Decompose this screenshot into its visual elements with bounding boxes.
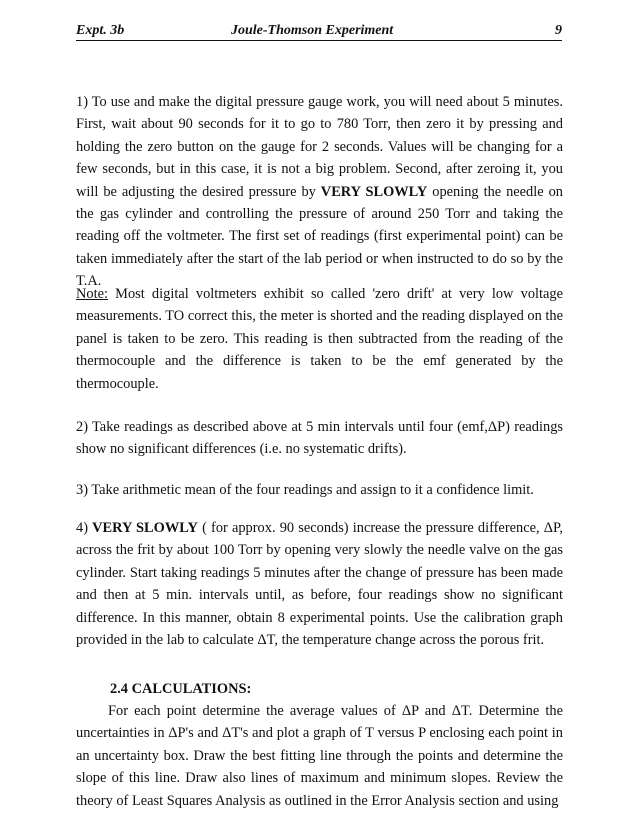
note-text: Most digital voltmeters exhibit so called 'zero drift' at very low voltage measurements. TO correct this, the meter is shorted and the reading displayed on the panel is taken to be zero. This reading is then subtracted from the reading of the thermocouple and the difference is taken to be the emf generated by the thermocouple. (76, 286, 563, 392)
calculations-paragraph: For each point determine the average values of ΔP and ΔT. Determine the uncertainties in ΔP's and ΔT's and plot a graph of T versus P enclosing each point in an uncertainty box. Draw the best fitting line through the points and determine the slope of this line. Draw also lines of maximum and minimum slopes. Review the theory of Least Squares Analysis as outlined in the Error Analysis section and using (76, 703, 563, 809)
header-page-number: 9 (555, 23, 562, 38)
step-4-paragraph (76, 517, 563, 651)
step-1-text-b: opening the needle on the gas cylinder and controlling the pressure of around 250 Torr and taking the reading off the voltmeter. The first set of readings (first experimental point) can be taken immediately after the start of the lab period or when instructed to do so by the T.A. (76, 183, 563, 290)
step-1-text-a: 1) To use and make the digital pressure gauge work, you will need about 5 minutes. First, wait about 90 seconds for it to go to 780 Torr, then zero it by pressing and holding the zero button on the gauge for 2 seconds. Values will be changing for a few seconds, but in this case, it is not a big problem. Second, after zeroing it, you will be adjusting the desired pressure by (76, 94, 563, 200)
step-4-emphasis: VERY SLOWLY (92, 520, 198, 536)
note-paragraph (76, 283, 563, 395)
step-2-paragraph: 2) Take readings as described above at 5 min intervals until four (emf,ΔP) readings show no significant differences (i.e. no systematic drifts). (76, 419, 563, 458)
page-header (76, 22, 562, 41)
step-1-emphasis: VERY SLOWLY (320, 183, 428, 200)
step-1-paragraph (76, 91, 563, 293)
calculations-heading: 2.4 CALCULATIONS: (110, 681, 252, 697)
step-4-text: ( for approx. 90 seconds) increase the pressure difference, ΔP, across the frit by about 100 Torr by opening very slowly the needle valve on the gas cylinder. Start taking readings 5 minutes after the change of pressure has been made and then at 5 min. intervals until, as before, four readings show no significant difference. In this manner, obtain 8 experimental points. Use the calibration graph provided in the lab to calculate ΔT, the temperature change across the porous frit. (76, 520, 563, 649)
step-4-prefix: 4) (76, 520, 93, 536)
note-label: Note: (76, 286, 108, 302)
header-title: Joule-Thomson Experiment (231, 23, 394, 38)
header-experiment-label: Expt. 3b (76, 23, 125, 38)
step-3-paragraph: 3) Take arithmetic mean of the four readings and assign to it a confidence limit. (76, 482, 534, 498)
